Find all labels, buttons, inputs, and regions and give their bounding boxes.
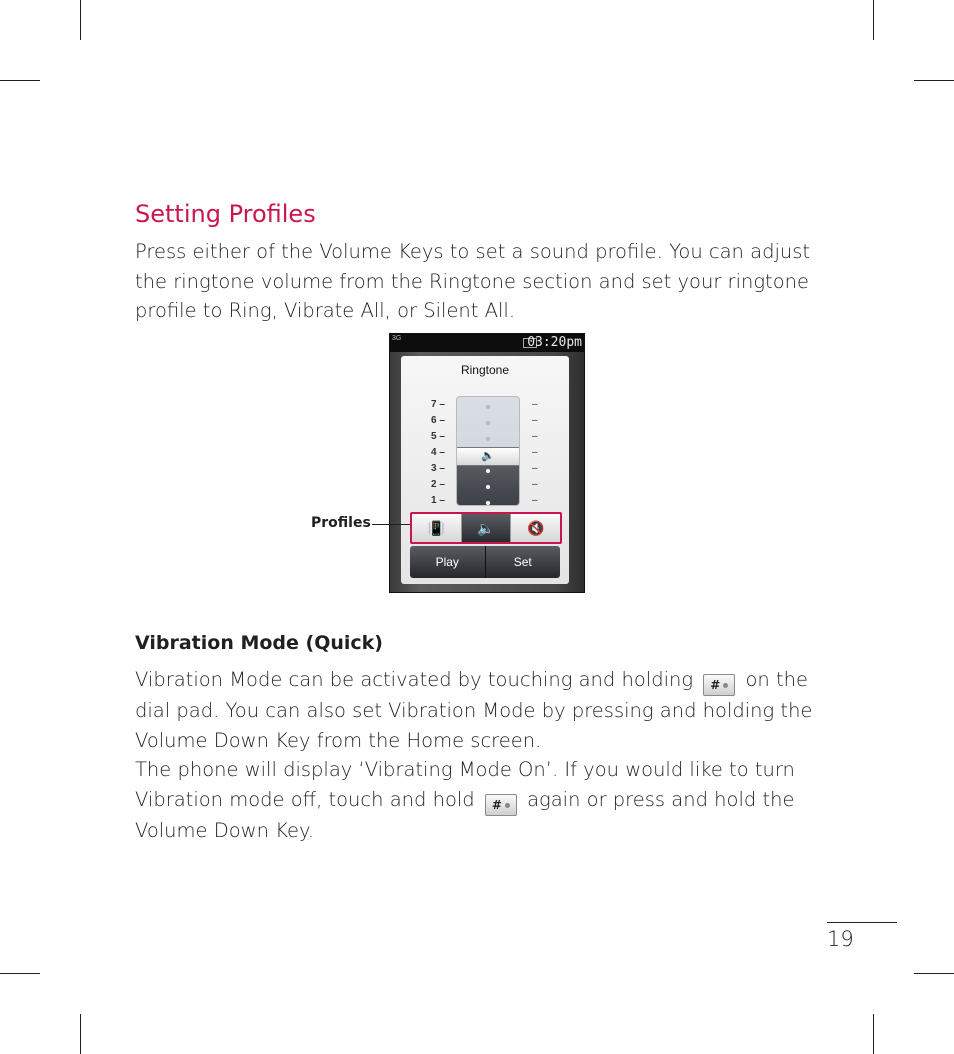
volume-tick: – xyxy=(532,495,538,506)
volume-slider[interactable] xyxy=(456,396,520,506)
volume-tick: – xyxy=(532,447,538,458)
text: The phone will display ‘Vibrating Mode On’. If you would like to turn Vibration mode off, touch and hold xyxy=(135,758,795,811)
set-button[interactable]: Set xyxy=(486,546,561,578)
key-label: # xyxy=(491,797,502,812)
crop-mark xyxy=(914,80,954,81)
vibration-paragraph-2 xyxy=(135,755,825,845)
crop-mark xyxy=(914,973,954,974)
profiles-selector xyxy=(410,512,562,544)
volume-tick: – xyxy=(532,479,538,490)
volume-tick: – xyxy=(532,431,538,442)
crop-mark xyxy=(0,973,40,974)
crop-mark xyxy=(80,1014,81,1054)
vibration-paragraph-1 xyxy=(135,665,825,755)
action-buttons xyxy=(410,546,560,578)
volume-level-label: 2 – xyxy=(431,479,445,490)
section-title: Setting Profiles xyxy=(135,200,316,228)
phone-screenshot xyxy=(389,333,585,593)
crop-mark xyxy=(873,0,874,40)
text: again or press and hold the Volume Down Key. xyxy=(135,787,795,842)
speaker-icon: 🔈 xyxy=(477,519,495,536)
volume-level-label: 5 – xyxy=(431,431,445,442)
vibrate-profile-button[interactable] xyxy=(412,514,462,542)
volume-level-dot xyxy=(486,501,490,505)
status-bar xyxy=(390,334,584,352)
volume-tick: – xyxy=(532,415,538,426)
ring-profile-button[interactable] xyxy=(462,514,512,542)
volume-level-dot xyxy=(486,421,490,425)
volume-level-dot xyxy=(486,485,490,489)
hash-key-icon xyxy=(485,794,517,816)
volume-level-label: 3 – xyxy=(431,463,445,474)
panel-title: Ringtone xyxy=(460,363,510,377)
ringtone-panel xyxy=(401,356,569,584)
volume-thumb[interactable] xyxy=(456,447,520,466)
crop-mark xyxy=(0,80,40,81)
volume-tick: – xyxy=(532,399,538,410)
mute-icon: 🔇 xyxy=(526,519,545,536)
key-label: # xyxy=(710,678,721,692)
vibrate-icon: 📳 xyxy=(427,519,446,536)
volume-level-label: 4 – xyxy=(431,447,445,458)
profiles-callout-label: Profiles xyxy=(311,515,371,531)
page-rule xyxy=(827,922,897,923)
speaker-icon: 🔈 xyxy=(481,450,495,462)
text: Vibration Mode can be activated by touching and holding xyxy=(135,668,694,691)
hash-key-icon xyxy=(703,674,735,696)
crop-mark xyxy=(80,0,81,40)
crop-mark xyxy=(873,1014,874,1054)
text: on the dial pad. You can also set Vibration Mode by pressing and holding the Volume Down Key from the Home screen. xyxy=(135,668,813,752)
page-number: 19 xyxy=(827,927,854,951)
volume-level-dot xyxy=(486,469,490,473)
network-indicator: 3G xyxy=(392,335,402,342)
intro-paragraph: Press either of the Volume Keys to set a sound profile. You can adjust the ringtone volume from the Ringtone section and set your ringtone profile to Ring, Vibrate All, or Silent All. xyxy=(135,240,811,322)
silent-profile-button[interactable] xyxy=(511,514,560,542)
clock: 03:20pm xyxy=(527,335,582,350)
subsection-title: Vibration Mode (Quick) xyxy=(135,632,383,654)
volume-level-dot xyxy=(486,405,490,409)
callout-line xyxy=(372,524,410,525)
play-button[interactable]: Play xyxy=(410,546,486,578)
volume-level-dot xyxy=(486,437,490,441)
volume-tick: – xyxy=(532,463,538,474)
volume-level-label: 6 – xyxy=(431,415,445,426)
volume-level-label: 7 – xyxy=(431,399,445,410)
volume-level-label: 1 – xyxy=(431,495,445,506)
